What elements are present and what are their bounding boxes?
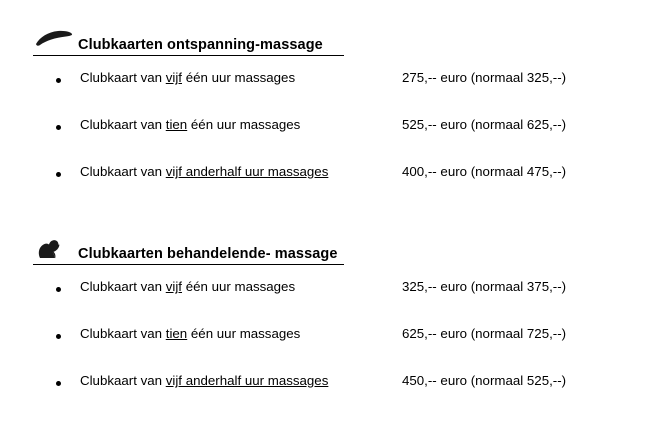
bullet-icon <box>56 381 61 386</box>
item-description: Clubkaart van vijf anderhalf uur massages <box>80 373 329 388</box>
eyebrow-shape-icon <box>34 27 74 53</box>
list-item <box>0 164 664 211</box>
price-list <box>0 70 664 211</box>
section-heading-row <box>0 235 664 269</box>
section-heading-row <box>0 26 664 60</box>
section-heading: Clubkaarten ontspanning-massage <box>78 37 323 53</box>
section-ontspanning-massage <box>0 26 664 211</box>
item-description: Clubkaart van vijf anderhalf uur massages <box>80 164 329 179</box>
item-description: Clubkaart van tien één uur massages <box>80 117 301 132</box>
heading-underline <box>33 264 344 265</box>
item-description: Clubkaart van vijf één uur massages <box>80 279 296 294</box>
list-item <box>0 373 664 420</box>
bullet-icon <box>56 287 61 292</box>
bullet-icon <box>56 78 61 83</box>
item-price: 625,-- euro (normaal 725,--) <box>402 326 567 341</box>
list-item <box>0 279 664 326</box>
price-list <box>0 279 664 420</box>
section-heading: Clubkaarten behandelende- massage <box>78 246 338 262</box>
item-description: Clubkaart van vijf één uur massages <box>80 70 296 85</box>
list-item <box>0 70 664 117</box>
bullet-icon <box>56 125 61 130</box>
item-price: 325,-- euro (normaal 375,--) <box>402 279 567 294</box>
flexed-biceps-icon <box>34 236 74 262</box>
item-price: 525,-- euro (normaal 625,--) <box>402 117 567 132</box>
item-description: Clubkaart van tien één uur massages <box>80 326 301 341</box>
bullet-icon <box>56 172 61 177</box>
list-item <box>0 117 664 164</box>
section-behandelende-massage <box>0 235 664 420</box>
item-price: 450,-- euro (normaal 525,--) <box>402 373 567 388</box>
list-item <box>0 326 664 373</box>
heading-underline <box>33 55 344 56</box>
item-price: 275,-- euro (normaal 325,--) <box>402 70 567 85</box>
bullet-icon <box>56 334 61 339</box>
item-price: 400,-- euro (normaal 475,--) <box>402 164 567 179</box>
